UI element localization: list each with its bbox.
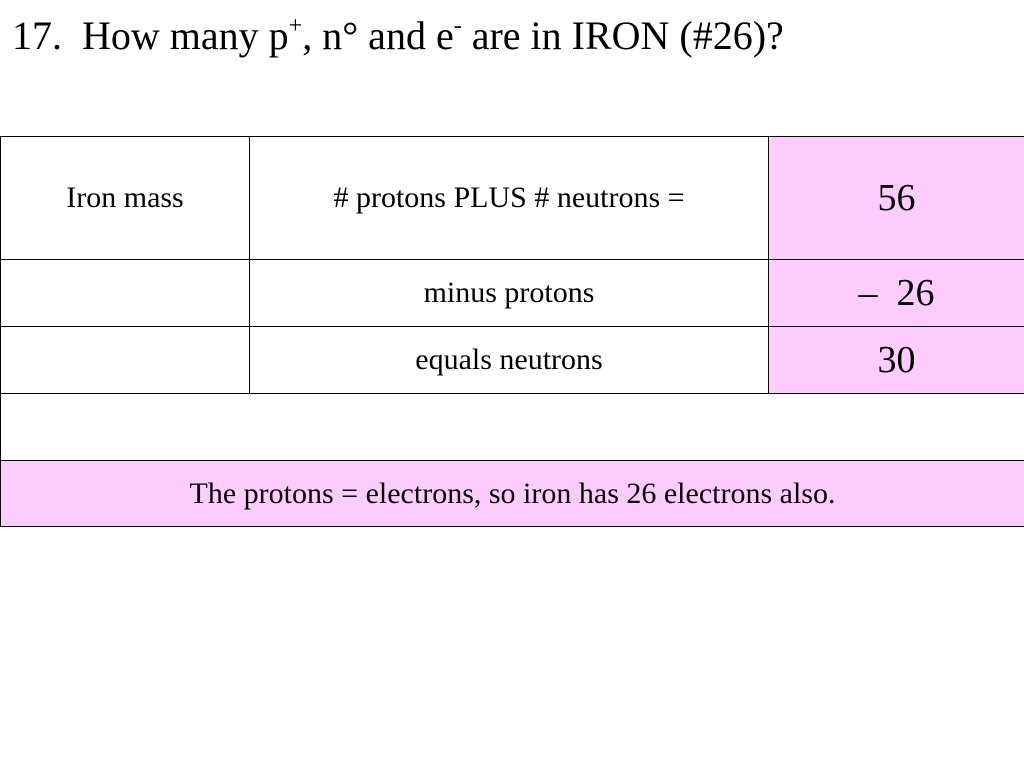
table-row-empty (1, 394, 1024, 461)
electron-charge-sup: - (453, 13, 462, 39)
table-row-note (1, 461, 1024, 527)
row-value: – 26 (769, 260, 1024, 327)
question-heading (12, 10, 784, 68)
question-text-part2: , n° and e (302, 13, 454, 58)
table-row (1, 137, 1024, 260)
question-number: 17. (12, 13, 62, 58)
table-row (1, 260, 1024, 327)
question-text-part3: are in IRON (#26)? (461, 13, 784, 58)
row-operation: minus protons (250, 260, 769, 327)
row-operation: equals neutrons (250, 327, 769, 394)
row-value: 30 (769, 327, 1024, 394)
row-label: Iron mass (1, 137, 250, 260)
row-label (1, 260, 250, 327)
conclusion-note: The protons = electrons, so iron has 26 electrons also. (1, 461, 1024, 527)
calculation-table (0, 136, 1024, 527)
row-operation: # protons PLUS # neutrons = (250, 137, 769, 260)
table-row (1, 327, 1024, 394)
question-text-part1: How many p (82, 13, 289, 58)
row-value: 56 (769, 137, 1024, 260)
empty-cell (1, 394, 1024, 461)
proton-charge-sup: + (288, 13, 303, 39)
row-label (1, 327, 250, 394)
